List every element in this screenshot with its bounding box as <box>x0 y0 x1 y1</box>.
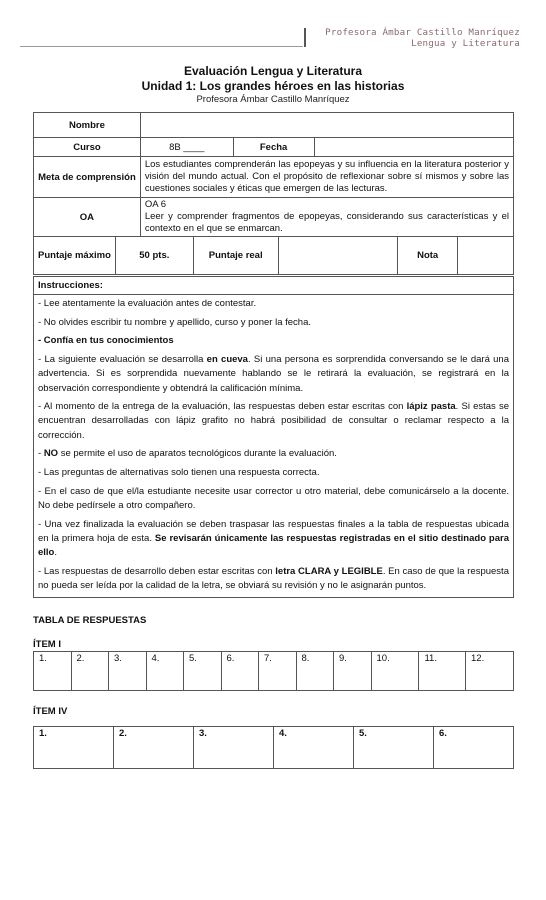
answer-cell[interactable]: 12. <box>466 652 514 691</box>
meta-label: Meta de comprensión <box>34 157 141 198</box>
instruction-item: - Una vez finalizada la evaluación se deben traspasar las respuestas finales a la tabla de respuestas ubicada en la primera hoja de esta. Se revisarán únicamente las respuestas registradas en el sitio destinado para ello. <box>38 518 509 559</box>
instructions-list <box>34 295 513 597</box>
oa-text: Leer y comprender fragmentos de epopeyas, considerando sus características y el contexto en el que se enmarcan. <box>144 211 509 234</box>
unit-title: Unidad 1: Los grandes héroes en las historias <box>141 79 405 93</box>
answer-cell[interactable]: 9. <box>334 652 372 691</box>
answer-cell[interactable]: 11. <box>419 652 466 691</box>
nombre-label: Nombre <box>34 113 141 138</box>
item4-answer-table <box>33 726 514 769</box>
teacher-name: Profesora Ámbar Castillo Manríquez <box>196 94 350 105</box>
item4-label: ÍTEM IV <box>33 706 68 717</box>
instruction-item: - La siguiente evaluación se desarrolla en cueva. Si una persona es sorprendida conversando se le dará una advertencia. Si es sorprendida nuevamente hablando se le retirará la evaluación, se registrará en la observación correspondiente y obtendrá la calificación mínima. <box>38 354 509 394</box>
fecha-field[interactable] <box>314 138 513 157</box>
nombre-field[interactable] <box>140 113 513 138</box>
item1-label: ÍTEM I <box>33 639 61 650</box>
answer-cell[interactable]: 7. <box>259 652 297 691</box>
header-subject: Lengua y Literatura <box>411 38 520 49</box>
instructions-box <box>33 276 514 598</box>
instruction-item: - Lee atentamente la evaluación antes de contestar. <box>38 298 257 309</box>
student-info-table <box>33 112 514 275</box>
nota-label: Nota <box>398 237 458 275</box>
answer-cell[interactable]: 6. <box>434 727 514 769</box>
oa-code: OA 6 <box>144 199 166 210</box>
item1-answer-table <box>33 651 514 691</box>
puntaje-real-label: Puntaje real <box>193 237 278 275</box>
instruction-item: - Las preguntas de alternativas solo tienen una respuesta correcta. <box>38 467 320 479</box>
instruction-item: - En el caso de que el/la estudiante necesite usar corrector u otro material, debe comunicárselo a la docente. No debe pedírsele a otro compañero. <box>38 485 509 511</box>
instruction-item: - Confía en tus conocimientos <box>38 335 174 347</box>
answer-cell[interactable]: 3. <box>194 727 274 769</box>
answer-cell[interactable]: 8. <box>296 652 334 691</box>
instruction-item: - Al momento de la entrega de la evaluación, las respuestas deben estar escritas con lápiz pasta. Si estas se encuentran desarrolladas con lápiz grafito no habrá posibilidad de consultar o reclamar respecto a la corrección. <box>38 401 509 441</box>
answer-cell[interactable]: 6. <box>221 652 259 691</box>
header-rule <box>20 46 303 47</box>
puntaje-real-field[interactable] <box>278 237 398 275</box>
instruction-item: - NO se permite el uso de aparatos tecnológicos durante la evaluación. <box>38 448 337 460</box>
answer-cell[interactable]: 10. <box>371 652 419 691</box>
answer-cell[interactable]: 1. <box>34 652 72 691</box>
answer-cell[interactable]: 1. <box>34 727 114 769</box>
header-divider <box>304 28 306 47</box>
instructions-heading: Instrucciones: <box>34 277 513 295</box>
answer-cell[interactable]: 3. <box>109 652 147 691</box>
answer-cell[interactable]: 5. <box>354 727 434 769</box>
instruction-item: - No olvides escribir tu nombre y apellido, curso y poner la fecha. <box>38 316 311 328</box>
answer-cell[interactable]: 2. <box>71 652 109 691</box>
answers-table-title: TABLA DE RESPUESTAS <box>33 615 147 626</box>
oa-cell <box>140 198 513 237</box>
curso-field[interactable]: 8B ____ <box>140 138 233 157</box>
meta-text: Los estudiantes comprenderán las epopeyas y su influencia en la literatura posterior y visión del mundo actual. Con el propósito de reflexionar sobre sí mismos y sobre las cuestiones sociales y éticas que emergen de las lecturas. <box>140 157 513 198</box>
page-header <box>325 27 520 49</box>
puntaje-maximo-label: Puntaje máximo <box>34 237 116 275</box>
answer-cell[interactable]: 2. <box>114 727 194 769</box>
document-title: Evaluación Lengua y Literatura <box>183 64 363 78</box>
puntaje-maximo-value: 50 pts. <box>115 237 193 275</box>
answer-cell[interactable]: 5. <box>184 652 222 691</box>
title-block <box>0 64 546 106</box>
answer-cell[interactable]: 4. <box>274 727 354 769</box>
curso-label: Curso <box>34 138 141 157</box>
fecha-label: Fecha <box>233 138 314 157</box>
oa-label: OA <box>34 198 141 237</box>
nota-field[interactable] <box>458 237 514 275</box>
instruction-item: - Las respuestas de desarrollo deben estar escritas con letra CLARA y LEGIBLE. En caso de que la respuesta no pueda ser leída por la calidad de la letra, se obviará su revisión y no le asignarán puntos. <box>38 565 509 591</box>
header-teacher: Profesora Ámbar Castillo Manríquez <box>325 27 520 38</box>
answer-cell[interactable]: 4. <box>146 652 184 691</box>
